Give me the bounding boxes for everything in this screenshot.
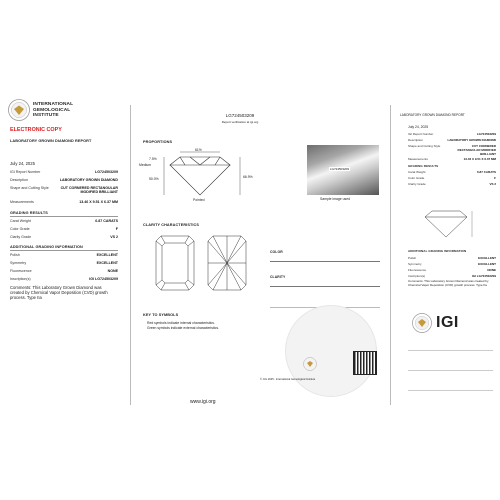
gold-seal-icon	[303, 357, 317, 371]
right-grading-title: GRADING RESULTS	[408, 164, 439, 168]
copyright-text: © JUL 2025 - International Gemological Institute	[260, 378, 316, 381]
website-text: www.igi.org	[190, 399, 216, 405]
right-field-description: Description LABORATORY GROWN DIAMOND	[408, 138, 496, 142]
right-additional-polish: Polish EXCELLENT	[408, 256, 496, 260]
additional-fluorescence: Fluorescence NONE	[10, 269, 118, 273]
igi-logo-icon	[412, 313, 432, 333]
grading-title: GRADING RESULTS	[10, 211, 48, 215]
report-date: July 24, 2025	[10, 161, 35, 166]
verification-text: Report verification at igi.org	[221, 120, 259, 124]
field-report-number: IGI Report Number LG724503209	[10, 170, 118, 174]
prop-culet: Pointed	[193, 198, 205, 202]
prop-pavilion: 50.0%	[149, 177, 159, 181]
middle-report-number: LG724503209	[225, 113, 255, 118]
prop-table: 61%	[195, 148, 202, 152]
report-title: LABORATORY GROWN DIAMOND REPORT	[10, 139, 92, 143]
right-field-report-number: IGI Report Number LG724503209	[408, 132, 496, 136]
right-grading-clarity: Clarity Grade VS 2	[408, 182, 496, 186]
field-measurements: Measurements 13.46 X 9.51 X 6.37 MM	[10, 200, 118, 204]
right-proportions-diagram	[420, 207, 480, 242]
additional-symmetry: Symmetry EXCELLENT	[10, 261, 118, 265]
qr-code-icon	[353, 351, 377, 375]
sample-diamond-image	[307, 145, 379, 195]
right-date: July 24, 2025	[408, 125, 429, 129]
field-shape: Shape and Cutting Style CUT CORNERED RECTANGULAR MODIFIED BRILLIANT	[10, 186, 118, 194]
right-grading-color: Color Grade F	[408, 176, 496, 180]
right-panel	[400, 85, 500, 417]
igi-logo-text: IGI	[436, 314, 459, 331]
sample-image-caption: Sample image used	[320, 197, 350, 201]
right-report-title: LABORATORY GROWN DIAMOND REPORT	[400, 113, 465, 117]
key-line-green: Green symbols indicate external characteristics.	[147, 326, 219, 330]
right-additional-symmetry: Symmetry EXCELLENT	[408, 262, 496, 266]
right-additional-title: ADDITIONAL GRADING INFORMATION	[408, 249, 467, 253]
key-line-red: Red symbols indicate internal characteristics.	[147, 321, 215, 325]
igi-seal-logo-icon	[8, 99, 30, 121]
middle-panel	[135, 85, 390, 417]
prop-crown: 7.5%	[149, 157, 157, 161]
certificate	[0, 85, 500, 417]
right-additional-inscription: Inscription(s) IGI LG724503209	[408, 274, 496, 278]
prop-girdle: Medium	[139, 163, 152, 167]
proportions-diagram	[160, 147, 270, 207]
grading-carat: Carat Weight 6.87 CARATS	[10, 219, 118, 223]
left-panel	[0, 85, 150, 417]
right-field-measurements: Measurements 13.46 X 9.51 X 6.37 MM	[408, 157, 496, 161]
electronic-copy-label: ELECTRONIC COPY	[10, 127, 62, 133]
additional-polish: Polish EXCELLENT	[10, 253, 118, 257]
key-to-symbols-title: KEY TO SYMBOLS	[143, 313, 179, 317]
field-description: Description LABORATORY GROWN DIAMOND	[10, 178, 118, 182]
grading-color: Color Grade F	[10, 227, 118, 231]
institute-name: INTERNATIONAL GEMOLOGICAL INSTITUTE	[33, 102, 74, 119]
grading-clarity: Clarity Grade VS 2	[10, 235, 118, 239]
right-additional-fluorescence: Fluorescence NONE	[408, 268, 496, 272]
clarity-characteristics-title: CLARITY CHARACTERISTICS	[143, 223, 200, 227]
image-inscription: LG724503209	[330, 167, 350, 171]
comments: Comments: This Laboratory Grown Diamond was created by Chemical Vapor Deposition (CVD) growth process. Type IIa	[10, 285, 108, 301]
color-scale-title: COLOR	[270, 250, 283, 254]
additional-inscription: Inscription(s) IGI LG724503209	[10, 277, 118, 281]
right-field-shape: Shape and Cutting Style CUT CORNERED RECTANGULAR MODIFIED BRILLIANT	[408, 144, 496, 156]
right-grading-carat: Carat Weight 6.87 CARATS	[408, 170, 496, 174]
right-comments: Comments: This Laboratory Grown Diamond was created by Chemical Vapor Deposition (CVD) growth process. Type IIa	[408, 279, 489, 287]
clarity-plot-pavilion	[207, 235, 247, 291]
clarity-plot-crown	[155, 235, 195, 291]
prop-depth: 66.9%	[243, 175, 253, 179]
clarity-scale-title: CLARITY	[270, 275, 286, 279]
proportions-title: PROPORTIONS	[143, 140, 173, 144]
additional-title: ADDITIONAL GRADING INFORMATION	[10, 245, 83, 249]
